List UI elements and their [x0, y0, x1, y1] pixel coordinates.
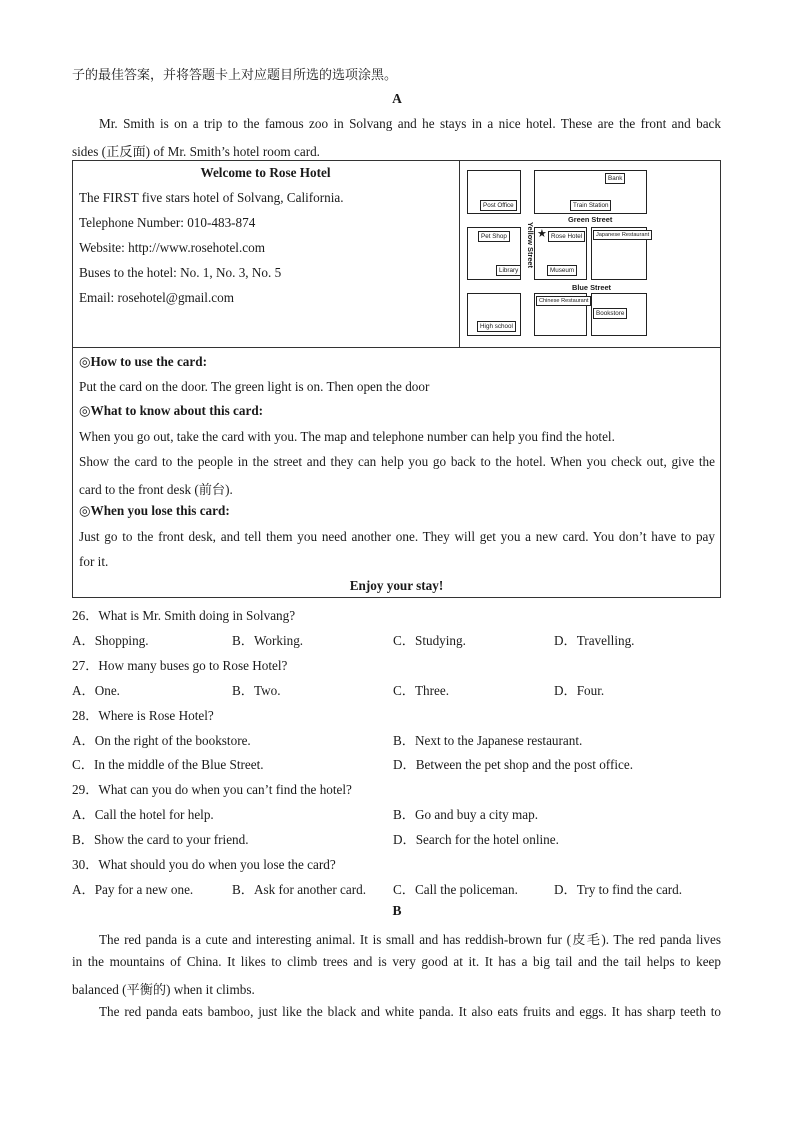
what-to-know-text: card to the front desk (前台). [79, 482, 233, 497]
option-28-d: D．Between the pet shop and the post office. [393, 757, 634, 772]
option-26-c: C．Studying. [393, 633, 466, 648]
option-27-c: C．Three. [393, 683, 450, 698]
what-to-know-text: When you go out, take the card with you. The map and telephone number can help you find the hotel. [79, 429, 615, 444]
passage-b-line: The red panda is a cute and interesting animal. It is small and has reddish-brown fur (皮毛). The red panda lives [99, 932, 721, 947]
option-29-b: B．Go and buy a city map. [393, 807, 539, 822]
option-30-a: A．Pay for a new one. [72, 882, 194, 897]
map-yellow-street: Yellow Street [526, 222, 535, 269]
option-30-d: D．Try to find the card. [554, 882, 683, 897]
card-divider-vertical [459, 160, 460, 348]
option-29-d: D．Search for the hotel online. [393, 832, 559, 847]
map-label-japanese-restaurant: Japanese Restaurant [593, 230, 652, 240]
option-29-a: A．Call the hotel for help. [72, 807, 214, 822]
option-27-b: B．Two. [232, 683, 281, 698]
lose-card-text: for it. [79, 554, 109, 569]
passage-a-line1: Mr. Smith is on a trip to the famous zoo in Solvang and he stays in a nice hotel. These are the front and back [99, 116, 721, 131]
what-to-know-heading: ◎What to know about this card: [79, 403, 264, 418]
instruction-text: 子的最佳答案，并将答题卡上对应题目所选的选项涂黑。 [72, 68, 398, 83]
card-info-line: Telephone Number: 010-483-874 [79, 215, 256, 230]
option-28-c: C．In the middle of the Blue Street. [72, 757, 264, 772]
option-26-b: B．Working. [232, 633, 304, 648]
star-icon: ★ [537, 227, 547, 240]
map-label-bookstore: Bookstore [593, 308, 627, 319]
option-28-a: A．On the right of the bookstore. [72, 733, 251, 748]
question-28: 28．Where is Rose Hotel? [72, 708, 214, 723]
enjoy-stay-text: Enjoy your stay! [349, 578, 444, 593]
card-divider-horizontal [72, 347, 721, 348]
card-info-line: Buses to the hotel: No. 1, No. 3, No. 5 [79, 265, 282, 280]
map-blue-street: Blue Street [572, 283, 612, 292]
how-to-use-text: Put the card on the door. The green light is on. Then open the door [79, 379, 430, 394]
card-info-line: Email: rosehotel@gmail.com [79, 290, 234, 305]
map-label-rose-hotel: Rose Hotel [548, 231, 585, 242]
map-label-train-station: Train Station [570, 200, 611, 211]
lose-card-text: Just go to the front desk, and tell them you need another one. They will get you a new card. You don’t have to pay [79, 529, 715, 544]
map-label-post-office: Post Office [480, 200, 517, 211]
option-27-a: A．One. [72, 683, 120, 698]
passage-b-line: balanced (平衡的) when it climbs. [72, 982, 255, 997]
option-28-b: B．Next to the Japanese restaurant. [393, 733, 583, 748]
map-label-bank: Bank [605, 173, 625, 184]
question-30: 30．What should you do when you lose the card? [72, 857, 336, 872]
question-26: 26．What is Mr. Smith doing in Solvang? [72, 608, 296, 623]
card-title: Welcome to Rose Hotel [200, 165, 331, 180]
lose-card-heading: ◎When you lose this card: [79, 503, 230, 518]
passage-b-line: The red panda eats bamboo, just like the black and white panda. It also eats fruits and eggs. It has sharp teeth to [99, 1004, 721, 1019]
option-30-c: C．Call the policeman. [393, 882, 518, 897]
question-27: 27．How many buses go to Rose Hotel? [72, 658, 288, 673]
section-a-heading: A [392, 91, 402, 106]
passage-a-line2: sides (正反面) of Mr. Smith’s hotel room card. [72, 144, 320, 159]
option-26-d: D．Travelling. [554, 633, 635, 648]
card-info-line: Website: http://www.rosehotel.com [79, 240, 265, 255]
option-27-d: D．Four. [554, 683, 605, 698]
question-29: 29．What can you do when you can’t find the hotel? [72, 782, 352, 797]
map-label-high-school: High school [477, 321, 516, 332]
map-label-museum: Museum [547, 265, 577, 276]
what-to-know-text: Show the card to the people in the street and they can help you go back to the hotel. When you check out, give the [79, 454, 715, 469]
map-label-chinese-restaurant: Chinese Restaurant [536, 296, 591, 306]
map-green-street: Green Street [568, 215, 613, 224]
option-30-b: B．Ask for another card. [232, 882, 367, 897]
card-info-line: The FIRST five stars hotel of Solvang, California. [79, 190, 344, 205]
section-b-heading: B [392, 903, 402, 918]
how-to-use-heading: ◎How to use the card: [79, 354, 207, 369]
map-label-library: Library [496, 265, 521, 276]
map-label-pet-shop: Pet Shop [478, 231, 510, 242]
option-29-c: B．Show the card to your friend. [72, 832, 249, 847]
passage-b-line: in the mountains of China. It likes to climb trees and is very good at it. It has a big tail and the tail helps to keep [72, 954, 721, 969]
option-26-a: A．Shopping. [72, 633, 149, 648]
